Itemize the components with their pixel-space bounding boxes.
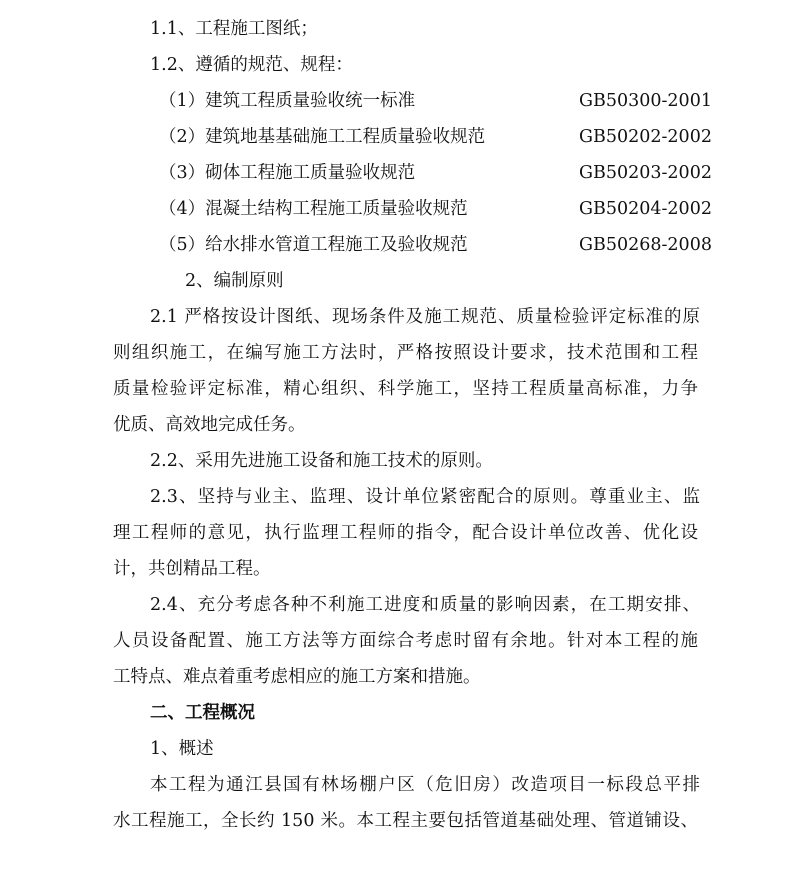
- paragraph-line: 水工程施工，全长约 150 米。本工程主要包括管道基础处理、管道铺设、: [113, 811, 698, 831]
- paragraph-line: 人员设备配置、施工方法等方面综合考虑时留有余地。针对本工程的施: [113, 631, 698, 651]
- paragraph-line: 2.3、坚持与业主、监理、设计单位紧密配合的原则。尊重业主、监: [150, 487, 700, 507]
- paragraph-line: 2.1 严格按设计图纸、现场条件及施工规范、质量检验评定标准的原: [150, 307, 700, 327]
- standard-title: （2）建筑地基基础施工工程质量验收规范: [159, 127, 486, 147]
- standard-code: GB50203-2002: [579, 163, 712, 183]
- paragraph-line: 质量检验评定标准，精心组织、科学施工，坚持工程质量高标准，力争: [113, 379, 698, 399]
- standard-title: （5）给水排水管道工程施工及验收规范: [159, 235, 468, 255]
- standard-title: （4）混凝土结构工程施工质量验收规范: [159, 199, 468, 219]
- standard-title: （1）建筑工程质量验收统一标准: [159, 91, 416, 111]
- standard-code: GB50202-2002: [579, 127, 712, 147]
- chapter-heading: 二、工程概况: [150, 703, 255, 723]
- paragraph-line: 优质、高效地完成任务。: [113, 415, 306, 435]
- section-heading-2: 2、编制原则: [185, 271, 284, 291]
- paragraph-line: 理工程师的意见，执行监理工程师的指令，配合设计单位改善、优化设: [113, 523, 698, 543]
- paragraph-line: 计，共创精品工程。: [113, 559, 271, 579]
- standard-code: GB50204-2002: [579, 199, 712, 219]
- item-1-1: 1.1、工程施工图纸；: [150, 19, 318, 39]
- standard-code: GB50268-2008: [579, 235, 712, 255]
- paragraph-line: 2.4、充分考虑各种不利施工进度和质量的影响因素，在工期安排、: [150, 595, 700, 615]
- paragraph-line: 工特点、难点着重考虑相应的施工方案和措施。: [113, 667, 481, 687]
- paragraph-line: 本工程为通江县国有林场棚户区（危旧房）改造项目一标段总平排: [150, 775, 700, 795]
- item-1-2: 1.2、遵循的规范、规程：: [150, 55, 353, 75]
- standard-code: GB50300-2001: [579, 91, 712, 111]
- sub-heading: 1、概述: [150, 739, 214, 759]
- standard-title: （3）砌体工程施工质量验收规范: [159, 163, 416, 183]
- paragraph-line: 2.2、采用先进施工设备和施工技术的原则。: [150, 451, 493, 471]
- paragraph-line: 则组织施工，在编写施工方法时，严格按照设计要求，技术范围和工程: [113, 343, 698, 363]
